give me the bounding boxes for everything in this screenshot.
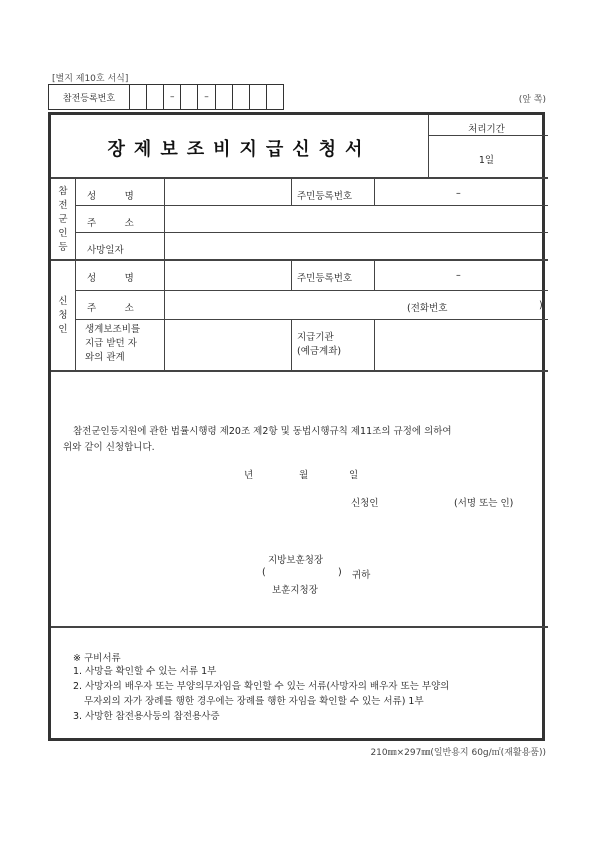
office-paren-open: ( [262, 567, 266, 578]
applicant-rrn-dash: – [456, 270, 461, 281]
processing-period-label: 처리기간 [468, 124, 505, 135]
reg-digit-cell[interactable] [130, 85, 147, 109]
reg-digit-cell[interactable] [147, 85, 164, 109]
veteran-rrn-label: 주민등록번호 [297, 191, 353, 202]
statement-line-1: 참전군인등지원에 관한 법률시행령 제20조 제2항 및 동법시행규칙 제11조의 규정에 의하여 [73, 426, 452, 437]
phone-number-close: ) [539, 300, 543, 311]
veteran-death-date-label: 사망일자 [87, 245, 124, 256]
veteran-rrn-dash: – [456, 188, 461, 199]
document-item: 1. 사망을 확인할 수 있는 서류 1부 [73, 666, 217, 677]
signature-placeholder: (서명 또는 인) [454, 498, 514, 509]
document-item: 무자외의 자가 장례를 행한 경우에는 장례를 행한 자임을 확인할 수 있는 서류) 1부 [84, 696, 424, 707]
branch-office-label: 보훈지청장 [272, 585, 318, 596]
applicant-address-label: 주 소 [87, 303, 134, 314]
processing-period-value: 1일 [478, 155, 495, 166]
reg-dash-cell: – [198, 85, 215, 109]
form-title: 장제보조비지급신청서 [107, 139, 372, 160]
reg-dash-cell: – [164, 85, 181, 109]
addressee-suffix: 귀하 [352, 570, 371, 581]
document-item: 2. 사망자의 배우자 또는 부양의무자임을 확인할 수 있는 서류(사망자의 배우자 또는 부양의 [73, 681, 450, 692]
applicant-name-label: 성 명 [87, 273, 134, 284]
registration-number-label: 참전등록번호 [49, 85, 130, 109]
reg-digit-cell[interactable] [233, 85, 250, 109]
reg-digit-cell[interactable] [267, 85, 283, 109]
document-item: 3. 사망한 참전용사등의 참전용사증 [73, 711, 220, 722]
paper-spec-footer: 210㎜×297㎜(일반용지 60g/㎡(재활용품)) [370, 748, 546, 758]
statement-line-2: 위와 같이 신청합니다. [63, 442, 155, 453]
date-year-label: 년 [244, 470, 254, 481]
date-day-label: 일 [349, 470, 359, 481]
date-month-label: 월 [299, 470, 309, 481]
veteran-name-label: 성 명 [87, 191, 134, 202]
required-documents-heading: ※ 구비서류 [73, 653, 121, 664]
applicant-rrn-label: 주민등록번호 [297, 273, 353, 284]
office-paren-close: ) [338, 567, 342, 578]
registration-number-box [48, 84, 284, 110]
veteran-section-label: 참 전 군 인 등 [58, 186, 68, 253]
application-form [48, 112, 545, 741]
applicant-sign-label: 신청인 [351, 498, 379, 509]
reg-digit-cell[interactable] [250, 85, 267, 109]
relation-label: 생계보조비를 지급 받던 자 와의 관계 [85, 324, 141, 363]
applicant-section-label: 신 청 인 [58, 296, 68, 335]
phone-number-label: (전화번호 [407, 303, 448, 314]
front-side-label: (앞 쪽) [518, 95, 546, 105]
reg-digit-cell[interactable] [216, 85, 233, 109]
veteran-address-label: 주 소 [87, 218, 134, 229]
form-number-label: [별지 제10호 서식] [52, 74, 129, 84]
bank-account-label: 지급기관 (예금계좌) [297, 332, 342, 357]
regional-office-label: 지방보훈청장 [268, 555, 324, 566]
required-documents-list [73, 664, 449, 724]
reg-digit-cell[interactable] [181, 85, 198, 109]
